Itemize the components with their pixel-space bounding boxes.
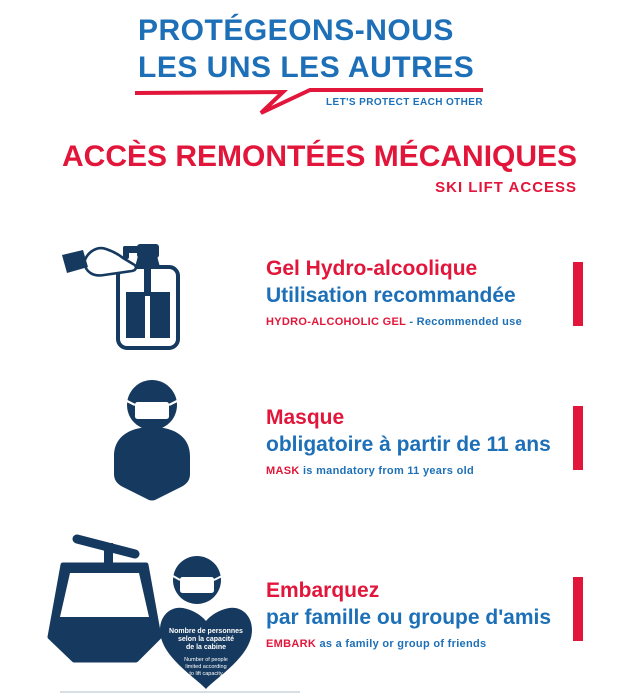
section-mask	[0, 372, 625, 514]
section-heading: Embarquez	[266, 579, 380, 602]
caption-en-rest: is mandatory from 11 years old	[302, 465, 474, 477]
page-title: ACCÈS REMONTÉES MÉCANIQUES	[62, 140, 578, 173]
campaign-header	[138, 12, 508, 86]
page-title-block	[62, 140, 577, 196]
caption-en-rest: - Recommended use	[409, 316, 522, 328]
svg-text:Number of people: Number of people	[184, 657, 228, 663]
section-gel-text	[266, 255, 522, 328]
caption-en-keyword: MASK	[266, 465, 300, 477]
sanitizer-hand-icon	[48, 236, 218, 366]
section-subheading: par famille ou groupe d'amis	[266, 606, 552, 629]
sleeve	[62, 250, 88, 273]
section-heading: Gel Hydro-alcoolique	[266, 257, 478, 280]
section-mask-text	[266, 404, 551, 477]
section-caption	[266, 316, 522, 328]
masked-person-icon	[108, 376, 198, 504]
svg-text:de la cabine: de la cabine	[185, 644, 227, 651]
campaign-slogan-line1: PROTÉGEONS-NOUS	[138, 14, 454, 47]
section-gel	[0, 233, 625, 371]
svg-text:Nombre de personnes: Nombre de personnes	[169, 628, 243, 635]
gondola-window	[60, 573, 149, 617]
face-mask	[180, 577, 214, 593]
caption-en-rest: as a family or group of friends	[319, 638, 487, 650]
campaign-tagline: LET'S PROTECT EACH OTHER	[326, 97, 483, 108]
campaign-slogan-line2: LES UNS LES AUTRES	[138, 51, 475, 84]
caption-en-keyword: EMBARK	[266, 638, 317, 650]
section-subheading: obligatoire à partir de 11 ans	[266, 433, 551, 456]
page-subtitle: SKI LIFT ACCESS	[435, 179, 578, 196]
svg-text:selon la capacité: selon la capacité	[177, 636, 235, 643]
cutoff-element	[60, 691, 300, 693]
section-embark-text	[266, 577, 551, 650]
accent-bar	[573, 406, 583, 470]
caption-en-keyword: HYDRO-ALCOHOLIC GEL	[266, 316, 406, 328]
section-caption	[266, 638, 551, 650]
accent-bar	[573, 577, 583, 641]
svg-text:limited according: limited according	[185, 664, 227, 670]
section-heading: Masque	[266, 406, 345, 429]
section-embark	[0, 525, 625, 696]
section-subheading: Utilisation recommandée	[266, 284, 516, 307]
gondola-passenger-icon	[45, 527, 260, 695]
section-caption	[266, 465, 551, 477]
svg-text:to lift capacity: to lift capacity	[189, 671, 223, 677]
face-mask	[135, 402, 169, 419]
accent-bar	[573, 262, 583, 326]
